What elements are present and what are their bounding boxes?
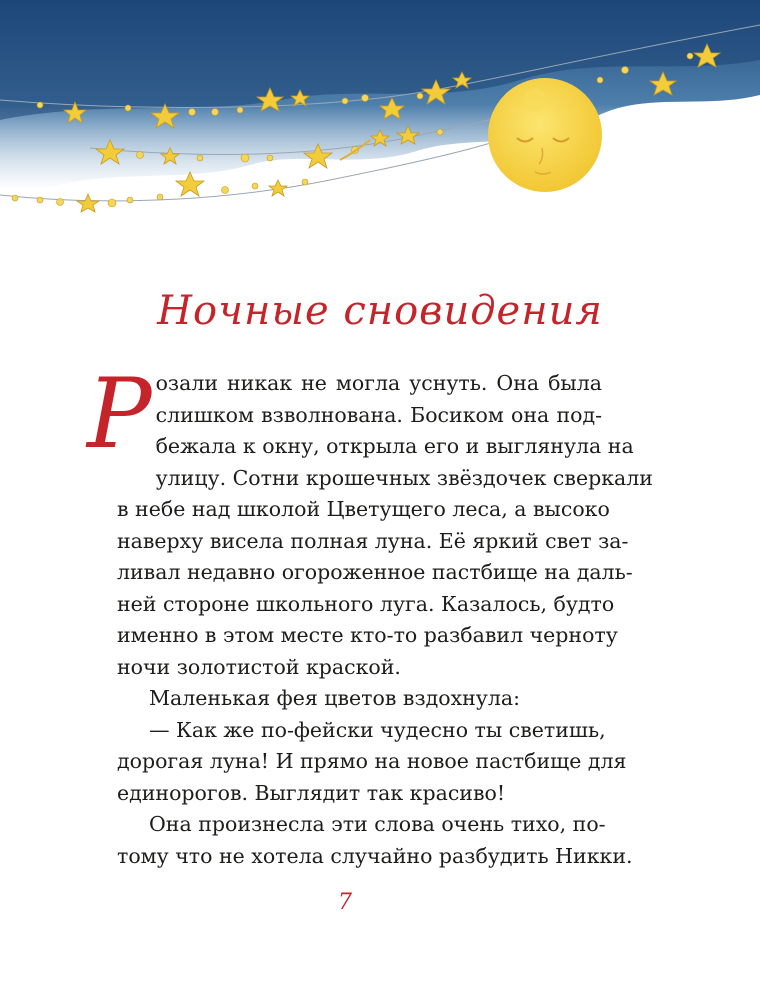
text-line: именно в этом месте кто-то разбавил черноту (117, 623, 618, 647)
paragraph (87, 358, 653, 683)
night-sky-illustration (0, 0, 760, 240)
text-line: улицу. Сотни крошечных звёздочек сверкали (155, 465, 653, 490)
text-line: — Как же по-фейски чудесно ты светишь, (149, 717, 606, 742)
paragraph (117, 809, 633, 872)
text-line: слишком взволнована. Босиком она под- (155, 402, 602, 427)
text-line: единорогов. Выглядит так красиво! (117, 780, 506, 805)
text-line: Маленькая фея цветов вздохнула: (149, 686, 521, 710)
story-text (87, 358, 653, 872)
chapter-title: Ночные сновидения (157, 288, 603, 334)
text-line: ней стороне школьного луга. Казалось, будто (117, 591, 615, 616)
text-line: в небе над школой Цветущего леса, а высоко (117, 497, 610, 521)
page-number: 7 (338, 890, 352, 915)
text-line: бежала к окну, открыла его и выглянула на (155, 434, 634, 458)
star-icon (269, 180, 287, 196)
text-line: наверху висела полная луна. Её яркий свет за- (117, 528, 629, 553)
text-line: тому что не хотела случайно разбудить Никки. (117, 843, 633, 868)
star-icon (77, 194, 99, 212)
text-line: дорогая луна! И прямо на новое пастбище для (117, 749, 627, 773)
moon-face-icon (488, 78, 602, 192)
star-icon (176, 172, 204, 196)
text-line: ливал недавно огороженное пастбище на даль- (117, 560, 633, 584)
text-line: Она произнесла эти слова очень тихо, по- (149, 812, 606, 836)
text-line: озали никак не могла уснуть. Она была (155, 371, 602, 395)
paragraph (117, 715, 627, 810)
paragraph (117, 683, 602, 715)
drop-cap: Р (87, 358, 152, 470)
text-line: ночи золотистой краской. (117, 654, 401, 679)
